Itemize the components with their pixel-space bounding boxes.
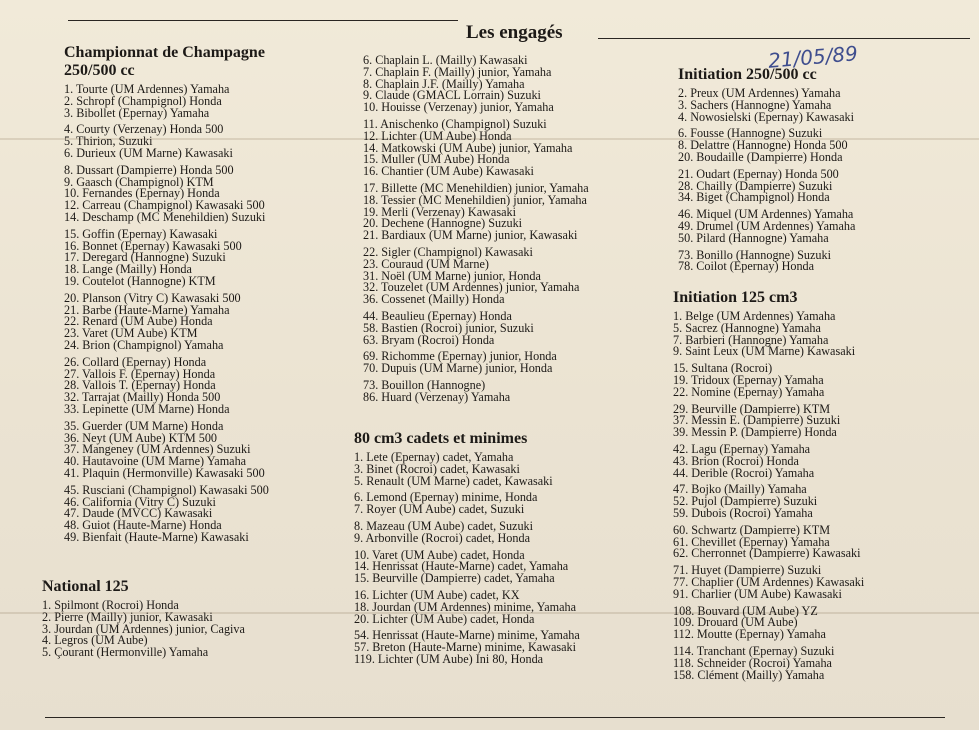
- section-80cm3-cadets-minimes: [354, 430, 580, 671]
- entry-line: 2. Schropf (Champignol) Honda: [64, 93, 222, 108]
- entry-line: 3. Sachers (Hannogne) Yamaha: [678, 97, 832, 112]
- entry-group: [354, 587, 580, 626]
- entry-group: [673, 401, 864, 440]
- entry-line: 14. Matkowski (UM Aube) junior, Yamaha: [363, 140, 573, 155]
- entry-line: 9. Claude (GMACL Lorrain) Suzuki: [363, 88, 541, 103]
- entry-line: 12. Carreau (Champignol) Kawasaki 500: [64, 198, 265, 213]
- entry-line: 54. Henrissat (Haute-Marne) minime, Yamaha: [354, 628, 580, 643]
- section-heading: 80 cm3 cadets et minimes: [354, 430, 528, 447]
- entry-line: 49. Bienfait (Haute-Marne) Kawasaki: [64, 529, 249, 544]
- entry-group: [64, 84, 269, 119]
- entry-group: [673, 484, 864, 519]
- entry-group: [354, 547, 580, 586]
- entry-line: 47. Daude (MVCC) Kawasaki: [64, 506, 213, 521]
- entry-line: 21. Oudart (Epernay) Honda 500: [678, 166, 839, 181]
- entry-line: 47. Bojko (Mailly) Yamaha: [673, 482, 807, 497]
- entry-line: 27. Vallois F. (Epernay) Honda: [64, 366, 216, 381]
- section-heading: Championnat de Champagne 250/500 cc: [64, 44, 265, 79]
- entry-line: 16. Bonnet (Epernay) Kawasaki 500: [64, 238, 242, 253]
- entry-line: 16. Chantier (UM Aube) Kawasaki: [363, 164, 534, 179]
- entry-group: [363, 351, 589, 375]
- entry-line: 73. Bouillon (Hannogne): [363, 377, 486, 392]
- entry-line: 35. Guerder (UM Marne) Honda: [64, 418, 224, 433]
- entry-line: 9. Saint Leux (UM Marne) Kawasaki: [673, 344, 856, 359]
- entry-group: [678, 166, 855, 205]
- entry-line: 73. Bonillo (Hannogne) Suzuki: [678, 247, 832, 262]
- entry-group: [673, 565, 864, 600]
- entry-line: 29. Beurville (Dampierre) KTM: [673, 401, 831, 416]
- entry-line: 158. Clément (Mailly) Yamaha: [673, 667, 825, 682]
- entry-line: 50. Pilard (Hannogne) Yamaha: [678, 230, 829, 245]
- entry-line: 8. Delattre (Hannogne) Honda 500: [678, 138, 848, 153]
- entry-group: [673, 603, 864, 642]
- entry-line: 34. Biget (Champignol) Honda: [678, 190, 830, 205]
- entry-line: 10. Houisse (Verzenay) junior, Yamaha: [363, 100, 554, 115]
- entry-group: [354, 452, 580, 487]
- section-championnat-champagne: [64, 44, 269, 549]
- entry-group: [64, 226, 269, 288]
- entry-line: 46. California (Vitry C) Suzuki: [64, 494, 216, 509]
- entry-group: [363, 244, 589, 307]
- entry-line: 3. Jourdan (UM Ardennes) junior, Cagiva: [42, 621, 245, 636]
- entry-line: 58. Bastien (Rocroi) junior, Suzuki: [363, 320, 534, 335]
- entry-group: [354, 492, 580, 516]
- entry-line: 11. Anischenko (Champignol) Suzuki: [363, 116, 547, 131]
- entry-group: [64, 482, 269, 544]
- entry-group: [673, 441, 864, 480]
- entry-line: 18. Tessier (MC Menehildien) junior, Yamaha: [363, 192, 587, 207]
- entry-line: 17. Deregard (Hannogne) Suzuki: [64, 250, 226, 265]
- entry-group: [64, 290, 269, 352]
- entry-line: 44. Derible (Rocroi) Yamaha: [673, 465, 815, 480]
- entry-line: 21. Bardiaux (UM Marne) junior, Kawasaki: [363, 228, 578, 243]
- entry-line: 6. Fousse (Hannogne) Suzuki: [678, 126, 823, 141]
- entry-group: [673, 643, 864, 682]
- entry-line: 22. Sigler (Champignol) Kawasaki: [363, 244, 533, 259]
- entry-group: [673, 522, 864, 561]
- entry-group: [64, 124, 269, 159]
- entry-line: 37. Messin E. (Dampierre) Suzuki: [673, 413, 841, 428]
- section-national-125-continued: [363, 55, 589, 409]
- entry-line: 3. Bibollet (Epernay) Yamaha: [64, 105, 210, 120]
- section-initiation-250-500: [678, 66, 855, 278]
- entry-line: 16. Lichter (UM Aube) cadet, KX: [354, 587, 520, 602]
- entry-line: 39. Messin P. (Dampierre) Honda: [673, 425, 837, 440]
- entry-line: 91. Charlier (UM Aube) Kawasaki: [673, 586, 842, 601]
- entry-line: 1. Belge (UM Ardennes) Yamaha: [673, 309, 836, 323]
- entry-line: 40. Hautavoine (UM Marne) Yamaha: [64, 454, 247, 469]
- entry-line: 7. Barbieri (Hannogne) Yamaha: [673, 332, 829, 347]
- handwritten-date: 21/05/89: [767, 41, 859, 73]
- entry-line: 52. Pujol (Dampierre) Suzuki: [673, 494, 818, 509]
- entry-line: 3. Binet (Rocroi) cadet, Kawasaki: [354, 461, 520, 476]
- entry-line: 28. Vallois T. (Epernay) Honda: [64, 378, 216, 393]
- entry-line: 36. Cossenet (Mailly) Honda: [363, 292, 505, 307]
- entry-line: 5. Renault (UM Marne) cadet, Kawasaki: [354, 473, 553, 488]
- entry-line: 19. Coutelot (Hannogne) KTM: [64, 273, 216, 288]
- entry-line: 9. Gaasch (Champignol) KTM: [64, 174, 214, 189]
- entry-line: 60. Schwartz (Dampierre) KTM: [673, 522, 831, 537]
- entry-line: 61. Chevillet (Epernay) Yamaha: [673, 534, 830, 549]
- entry-line: 108. Bouvard (UM Aube) YZ: [673, 603, 818, 618]
- entry-line: 7. Chaplain F. (Mailly) junior, Yamaha: [363, 64, 552, 79]
- entry-group: [42, 600, 245, 659]
- entry-line: 20. Planson (Vitry C) Kawasaki 500: [64, 290, 241, 305]
- entry-line: 23. Couraud (UM Marne): [363, 256, 489, 271]
- entry-line: 59. Dubois (Rocroi) Yamaha: [673, 505, 813, 520]
- entry-line: 119. Lichter (UM Aube) Ini 80, Honda: [354, 651, 544, 666]
- entry-line: 42. Lagu (Epernay) Yamaha: [673, 441, 811, 456]
- entry-group: [64, 162, 269, 224]
- entry-line: 31. Noël (UM Marne) junior, Honda: [363, 268, 541, 283]
- page-title: Les engagés: [466, 22, 563, 43]
- footer-rule: [45, 717, 945, 718]
- entry-line: 12. Lichter (UM Aube) Honda: [363, 128, 512, 143]
- entry-line: 33. Lepinette (UM Marne) Honda: [64, 401, 230, 416]
- entry-group: [354, 518, 580, 545]
- entry-line: 8. Chaplain J.F. (Mailly) Yamaha: [363, 76, 525, 91]
- entry-line: 41. Plaquin (Hermonville) Kawasaki 500: [64, 465, 265, 480]
- entry-line: 32. Touzelet (UM Ardennes) junior, Yamaha: [363, 280, 580, 295]
- entry-line: 77. Chaplier (UM Ardennes) Kawasaki: [673, 574, 865, 589]
- section-heading: Initiation 250/500 cc: [678, 66, 817, 83]
- entry-line: 2. Preux (UM Ardennes) Yamaha: [678, 86, 841, 100]
- entry-line: 4. Legros (UM Aube): [42, 633, 148, 648]
- entry-line: 2. Pierre (Mailly) junior, Kawasaki: [42, 609, 213, 624]
- entry-group: [64, 354, 269, 416]
- entry-line: 28. Chailly (Dampierre) Suzuki: [678, 178, 833, 193]
- entry-line: 9. Arbonville (Rocroi) cadet, Honda: [354, 530, 530, 545]
- entry-line: 15. Muller (UM Aube) Honda: [363, 152, 510, 167]
- header-rule-left: [68, 20, 458, 21]
- entry-line: 5. Çourant (Hermonville) Yamaha: [42, 645, 209, 660]
- entry-line: 26. Collard (Epernay) Honda: [64, 354, 207, 369]
- entry-line: 70. Dupuis (UM Marne) junior, Honda: [363, 361, 553, 376]
- entry-group: [678, 209, 855, 244]
- entry-line: 112. Moutte (Epernay) Yamaha: [673, 627, 826, 642]
- entry-group: [673, 363, 864, 398]
- entry-line: 1. Tourte (UM Ardennes) Yamaha: [64, 82, 230, 96]
- header-rule-right: [598, 38, 970, 39]
- entry-line: 45. Rusciani (Champignol) Kawasaki 500: [64, 482, 269, 497]
- entry-line: 1. Lete (Epernay) cadet, Yamaha: [354, 450, 514, 464]
- entry-line: 63. Bryam (Rocroi) Honda: [363, 332, 495, 347]
- entry-group: [363, 377, 589, 404]
- section-national-125: [42, 578, 245, 664]
- entry-line: 6. Chaplain L. (Mailly) Kawasaki: [363, 53, 528, 67]
- entry-group: [64, 418, 269, 480]
- entry-line: 20. Lichter (UM Aube) cadet, Honda: [354, 611, 535, 626]
- entry-line: 86. Huard (Verzenay) Yamaha: [363, 389, 511, 404]
- entry-line: 22. Nomine (Epernay) Yamaha: [673, 384, 825, 399]
- entry-line: 71. Huyet (Dampierre) Suzuki: [673, 563, 822, 578]
- entry-line: 21. Barbe (Haute-Marne) Yamaha: [64, 302, 230, 317]
- entry-group: [363, 55, 589, 114]
- section-heading: Initiation 125 cm3: [673, 289, 798, 306]
- entry-line: 18. Jourdan (UM Ardennes) minime, Yamaha: [354, 599, 577, 614]
- entry-group: [673, 311, 864, 358]
- entry-group: [363, 180, 589, 243]
- entry-group: [678, 247, 855, 274]
- entry-line: 20. Dechene (Hannogne) Suzuki: [363, 216, 523, 231]
- entry-line: 114. Tranchant (Epernay) Suzuki: [673, 643, 835, 658]
- entry-line: 48. Guiot (Haute-Marne) Honda: [64, 518, 222, 533]
- entry-line: 46. Miquel (UM Ardennes) Yamaha: [678, 207, 854, 222]
- entry-line: 118. Schneider (Rocroi) Yamaha: [673, 655, 832, 670]
- entry-line: 78. Coilot (Epernay) Honda: [678, 259, 815, 274]
- entry-line: 4. Nowosielski (Epernay) Kawasaki: [678, 109, 854, 124]
- entry-line: 19. Tridoux (Epernay) Yamaha: [673, 372, 824, 387]
- entry-line: 44. Beaulieu (Epernay) Honda: [363, 308, 512, 323]
- entry-line: 1. Spilmont (Rocroi) Honda: [42, 598, 179, 612]
- entry-line: 32. Tarrajat (Mailly) Honda 500: [64, 390, 221, 405]
- entry-line: 17. Billette (MC Menehildien) junior, Yamaha: [363, 180, 589, 195]
- entry-line: 7. Royer (UM Aube) cadet, Suzuki: [354, 502, 525, 517]
- entry-line: 19. Merli (Verzenay) Kawasaki: [363, 204, 516, 219]
- entry-line: 15. Sultana (Rocroi): [673, 361, 773, 376]
- section-heading: National 125: [42, 578, 129, 595]
- entry-line: 6. Durieux (UM Marne) Kawasaki: [64, 145, 233, 160]
- entry-line: 15. Goffin (Epernay) Kawasaki: [64, 226, 218, 241]
- entry-group: [678, 128, 855, 163]
- entry-line: 109. Drouard (UM Aube): [673, 615, 798, 630]
- entry-line: 14. Deschamp (MC Menehildien) Suzuki: [64, 209, 266, 224]
- entry-line: 5. Thirion, Suzuki: [64, 134, 153, 149]
- entry-group: [354, 630, 580, 665]
- entry-line: 43. Brion (Rocroi) Honda: [673, 453, 799, 468]
- entry-line: 23. Varet (UM Aube) KTM: [64, 326, 198, 341]
- entry-line: 6. Lemond (Epernay) minime, Honda: [354, 490, 538, 505]
- entry-line: 24. Brion (Champignol) Yamaha: [64, 337, 224, 352]
- entry-line: 62. Cherronnet (Dampierre) Kawasaki: [673, 546, 861, 561]
- entry-line: 10. Varet (UM Aube) cadet, Honda: [354, 547, 525, 562]
- entry-line: 57. Breton (Haute-Marne) minime, Kawasaki: [354, 640, 577, 655]
- entry-line: 22. Renard (UM Aube) Honda: [64, 314, 213, 329]
- entry-line: 14. Henrissat (Haute-Marne) cadet, Yamaha: [354, 559, 569, 574]
- entry-line: 8. Dussart (Dampierre) Honda 500: [64, 162, 234, 177]
- entry-line: 36. Neyt (UM Aube) KTM 500: [64, 430, 218, 445]
- entry-line: 5. Sacrez (Hannogne) Yamaha: [673, 320, 821, 335]
- entry-line: 20. Boudaille (Dampierre) Honda: [678, 149, 843, 164]
- entry-line: 49. Drumel (UM Ardennes) Yamaha: [678, 218, 856, 233]
- entry-line: 69. Richomme (Epernay) junior, Honda: [363, 349, 557, 364]
- entry-line: 4. Courty (Verzenay) Honda 500: [64, 122, 224, 137]
- entry-line: 37. Mangeney (UM Ardennes) Suzuki: [64, 442, 251, 457]
- entry-line: 15. Beurville (Dampierre) cadet, Yamaha: [354, 571, 555, 586]
- entry-line: 10. Fernandes (Epernay) Honda: [64, 186, 220, 201]
- section-initiation-125: [673, 289, 864, 686]
- entry-line: 18. Lange (Mailly) Honda: [64, 262, 192, 277]
- entry-group: [678, 88, 855, 123]
- entry-line: 8. Mazeau (UM Aube) cadet, Suzuki: [354, 518, 534, 533]
- entry-group: [363, 116, 589, 179]
- entry-group: [363, 308, 589, 347]
